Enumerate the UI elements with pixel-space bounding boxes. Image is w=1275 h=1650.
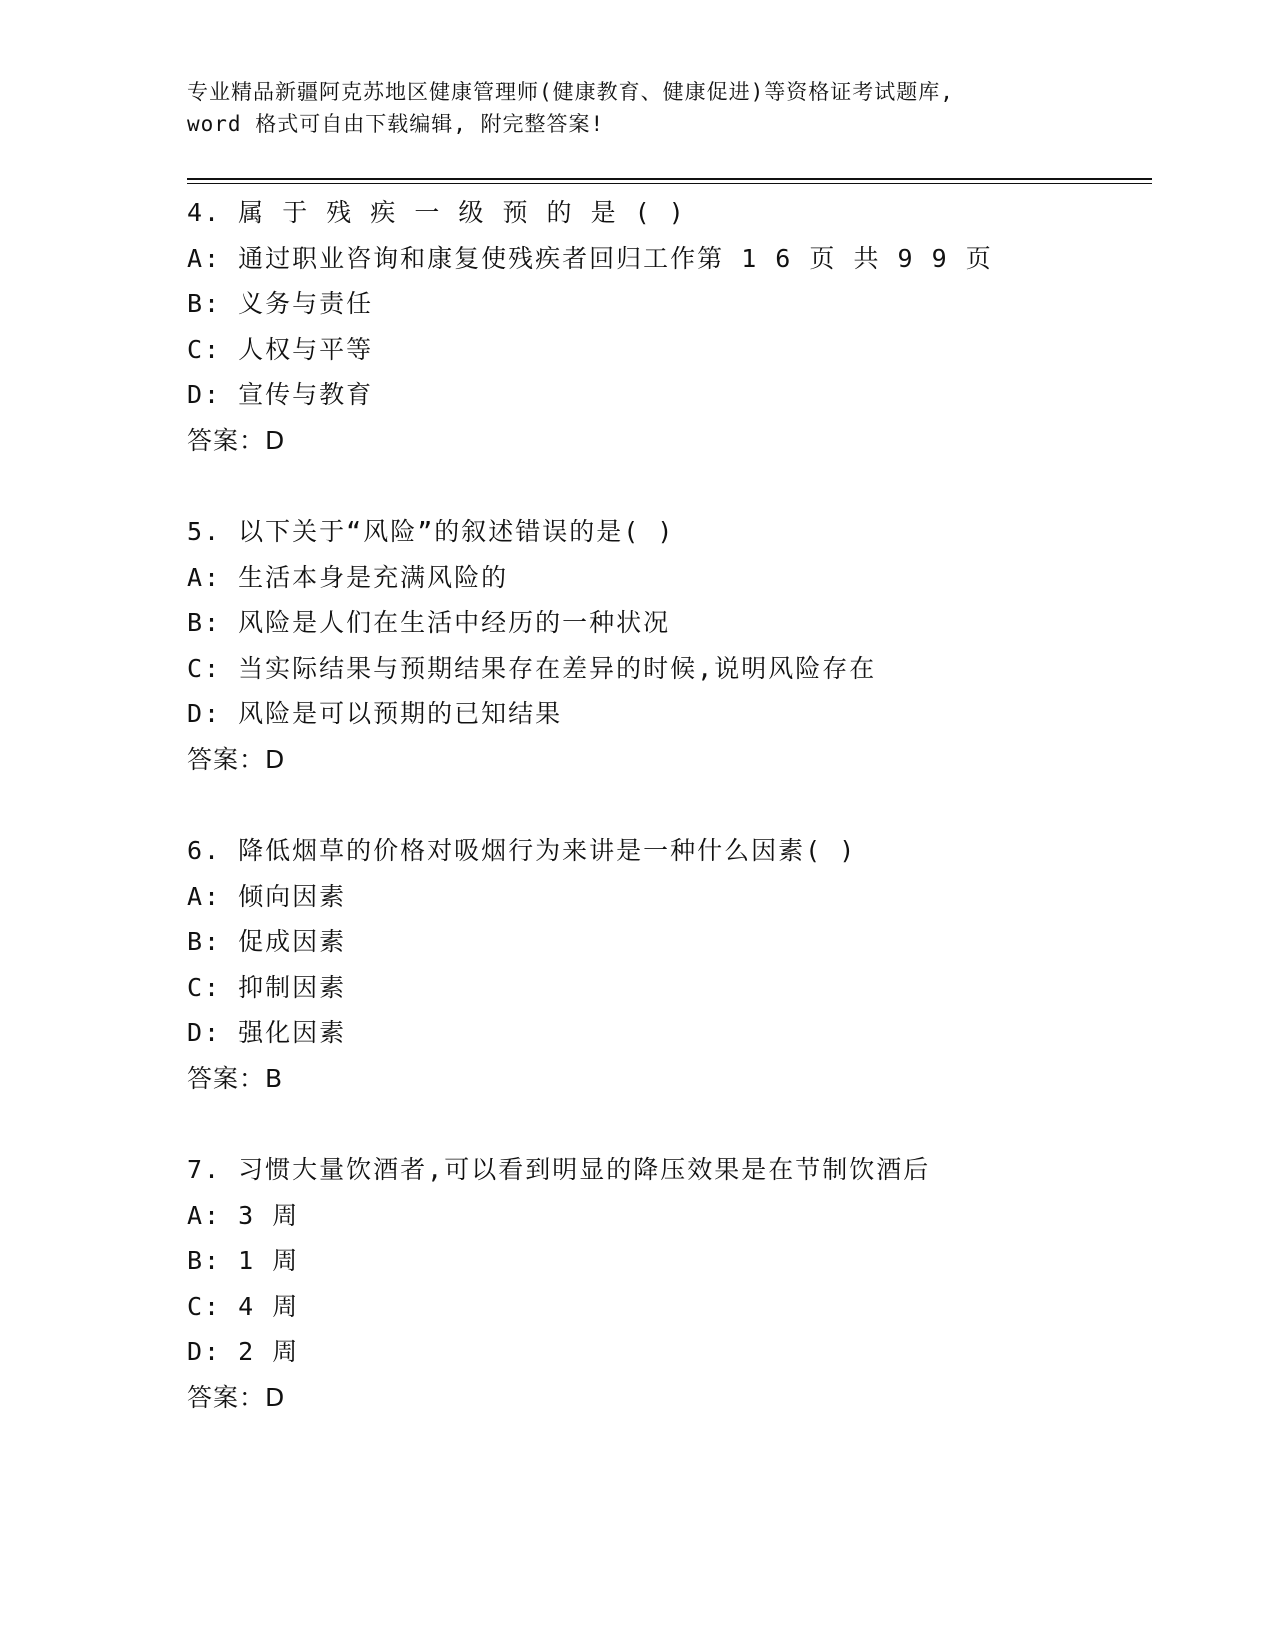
option-b: B: 促成因素	[187, 927, 347, 956]
question-5	[187, 509, 1152, 782]
question-4	[187, 190, 1152, 463]
answer: 答案：D	[187, 1382, 286, 1412]
option-d: D: 强化因素	[187, 1018, 347, 1047]
option-a: A: 倾向因素	[187, 881, 347, 911]
question-stem: 7. 习惯大量饮酒者,可以看到明显的降压效果是在节制饮酒后	[187, 1155, 931, 1184]
answer: 答案：D	[187, 425, 286, 455]
option-d: D: 2 周	[187, 1337, 300, 1366]
option-c: C: 人权与平等	[187, 334, 374, 364]
option-d: D: 风险是可以预期的已知结果	[187, 699, 563, 728]
answer: 答案：B	[187, 1063, 284, 1093]
option-a: A: 生活本身是充满风险的	[187, 562, 509, 592]
option-b: B: 1 周	[187, 1246, 300, 1275]
question-7	[187, 1147, 1152, 1420]
question-stem: 4. 属 于 残 疾 一 级 预 的 是 ( )	[187, 198, 686, 227]
option-a: A: 通过职业咨询和康复使残疾者回归工作第 1 6 页 共 9 9 页	[187, 243, 993, 273]
header-line-2: word 格式可自由下载编辑, 附完整答案!	[187, 112, 605, 136]
document-header	[187, 76, 1087, 140]
header-divider-thin	[187, 183, 1152, 184]
option-c: C: 抑制因素	[187, 972, 347, 1002]
option-b: B: 风险是人们在生活中经历的一种状况	[187, 608, 671, 637]
answer: 答案：D	[187, 744, 286, 774]
option-a: A: 3 周	[187, 1200, 300, 1230]
question-list	[187, 190, 1152, 1466]
question-stem: 5. 以下关于“风险”的叙述错误的是( )	[187, 517, 675, 546]
header-divider-thick	[187, 178, 1152, 180]
question-6	[187, 828, 1152, 1101]
question-stem: 6. 降低烟草的价格对吸烟行为来讲是一种什么因素( )	[187, 836, 857, 865]
option-c: C: 当实际结果与预期结果存在差异的时候,说明风险存在	[187, 653, 877, 683]
header-line-1: 专业精品新疆阿克苏地区健康管理师(健康教育、健康促进)等资格证考试题库,	[187, 80, 954, 104]
option-c: C: 4 周	[187, 1291, 300, 1321]
option-b: B: 义务与责任	[187, 289, 374, 318]
option-d: D: 宣传与教育	[187, 380, 374, 409]
